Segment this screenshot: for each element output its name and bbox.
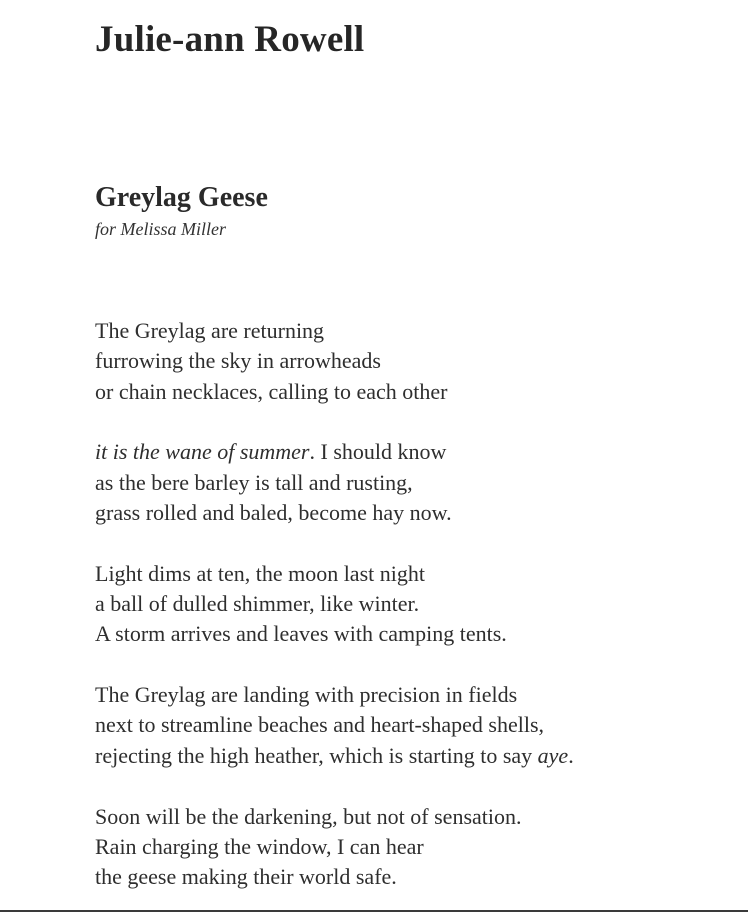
poem-line-italic: it is the wane of summer — [95, 439, 310, 465]
poem-line — [95, 437, 735, 467]
poem-line-text: . I should know — [309, 439, 447, 465]
poem-body — [95, 316, 735, 923]
poem-dedication: for Melissa Miller — [95, 219, 226, 239]
poem-line — [95, 741, 735, 771]
poem-line: Soon will be the darkening, but not of sensation. — [95, 803, 522, 829]
poem-line-italic: aye — [537, 742, 569, 768]
poem-line: a ball of dulled shimmer, like winter. — [95, 591, 420, 617]
poem-line: furrowing the sky in arrowheads — [95, 348, 381, 374]
poem-line: or chain necklaces, calling to each other — [95, 378, 448, 404]
poem-line: the geese making their world safe. — [95, 864, 397, 890]
poem-line: next to streamline beaches and heart-shaped shells, — [95, 712, 545, 738]
poem-line: Rain charging the window, I can hear — [95, 833, 424, 859]
stanza — [95, 802, 735, 893]
poem-line: The Greylag are returning — [95, 318, 325, 343]
stanza — [95, 437, 735, 528]
poem-line: as the bere barley is tall and rusting, — [95, 469, 413, 495]
poem-line: Light dims at ten, the moon last night — [95, 560, 425, 586]
poem-line: A storm arrives and leaves with camping tents. — [95, 621, 507, 647]
poem-title: Greylag Geese — [95, 182, 268, 213]
stanza — [95, 559, 735, 650]
poem-line: The Greylag are landing with precision in fields — [95, 682, 518, 708]
author-name: Julie-ann Rowell — [95, 19, 365, 60]
poem-line-punctuation: . — [568, 742, 574, 768]
stanza — [95, 316, 735, 407]
stanza — [95, 680, 735, 771]
poem-line: grass rolled and baled, become hay now. — [95, 499, 452, 525]
poem-line-text: rejecting the high heather, which is starting to say — [95, 742, 538, 768]
